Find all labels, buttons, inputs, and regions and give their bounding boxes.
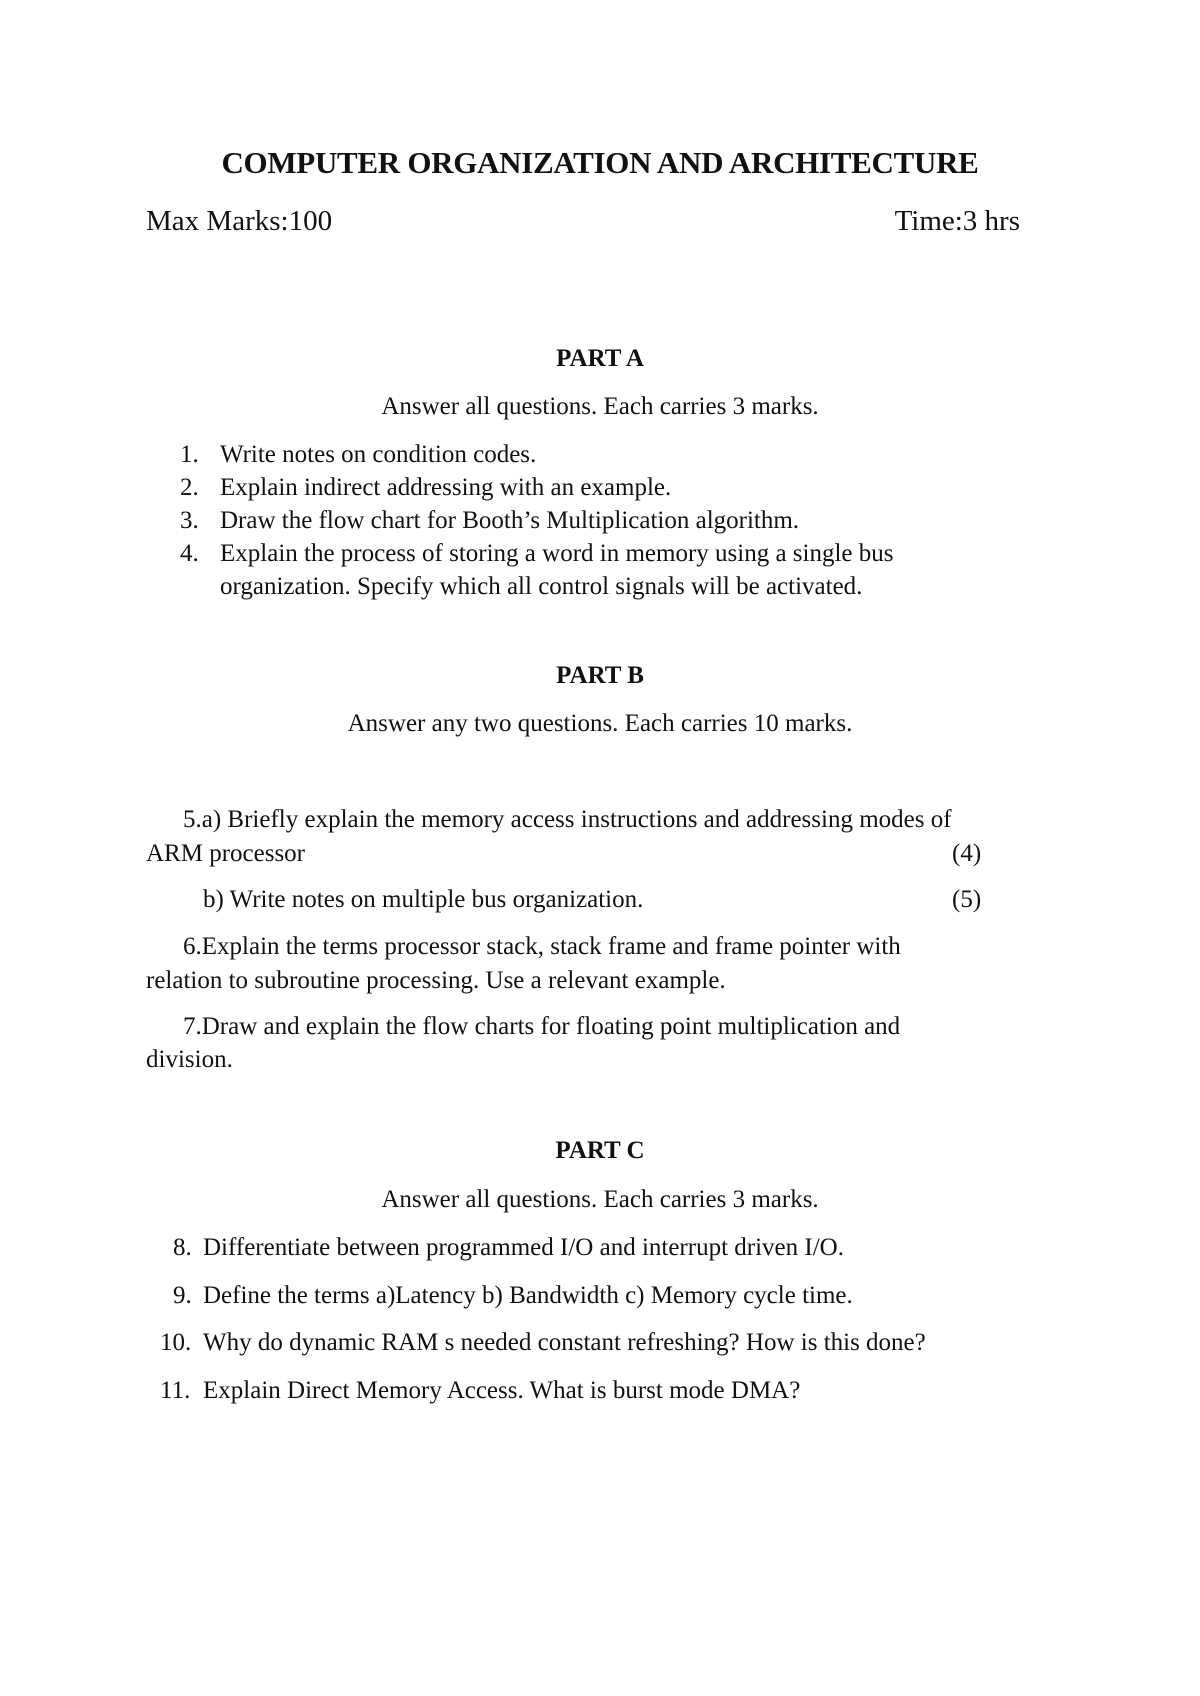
- question-2-text: Explain indirect addressing with an example.: [220, 474, 672, 501]
- question-number: 3.: [180, 507, 199, 534]
- part-a-instruction: Answer all questions. Each carries 3 marks.: [381, 393, 819, 420]
- question-4-text-line-2: organization. Specify which all control signals will be activated.: [220, 573, 863, 600]
- question-8-text: Differentiate between programmed I/O and interrupt driven I/O.: [203, 1234, 844, 1261]
- question-7-text-line-1: 7.Draw and explain the flow charts for floating point multiplication and: [183, 1013, 901, 1040]
- question-number: 11.: [160, 1377, 191, 1404]
- question-number: 9.: [173, 1282, 192, 1309]
- question-5b-text: b) Write notes on multiple bus organization.: [203, 886, 644, 913]
- question-5a-marks: (4): [952, 840, 982, 867]
- question-number: 2.: [180, 474, 199, 501]
- question-3-text: Draw the flow chart for Booth’s Multiplication algorithm.: [220, 507, 800, 534]
- part-c-instruction: Answer all questions. Each carries 3 marks.: [381, 1186, 819, 1213]
- question-6-text-line-2: relation to subroutine processing. Use a relevant example.: [146, 967, 726, 994]
- question-10-text: Why do dynamic RAM s needed constant refreshing? How is this done?: [203, 1329, 926, 1356]
- question-5a-text-line-1: 5.a) Briefly explain the memory access instructions and addressing modes of: [183, 806, 952, 833]
- question-5a-text-line-2: ARM processor: [146, 840, 306, 867]
- part-a-heading: PART A: [556, 345, 644, 372]
- question-1-text: Write notes on condition codes.: [220, 441, 537, 468]
- max-marks: Max Marks:100: [146, 205, 333, 237]
- question-number: 10.: [160, 1329, 192, 1356]
- question-7-text-line-2: division.: [146, 1046, 233, 1073]
- exam-title: COMPUTER ORGANIZATION AND ARCHITECTURE: [221, 145, 979, 180]
- question-number: 1.: [180, 441, 199, 468]
- exam-time: Time:3 hrs: [894, 205, 1020, 237]
- question-9-text: Define the terms a)Latency b) Bandwidth c) Memory cycle time.: [203, 1282, 853, 1309]
- question-number: 4.: [180, 540, 199, 567]
- part-b-heading: PART B: [556, 662, 644, 689]
- question-4-text-line-1: Explain the process of storing a word in memory using a single bus: [220, 540, 894, 567]
- question-5b-marks: (5): [952, 886, 982, 913]
- part-b-instruction: Answer any two questions. Each carries 10 marks.: [347, 710, 853, 737]
- question-6-text-line-1: 6.Explain the terms processor stack, stack frame and frame pointer with: [183, 933, 901, 960]
- question-number: 8.: [173, 1234, 192, 1261]
- part-c-heading: PART C: [555, 1137, 645, 1164]
- question-11-text: Explain Direct Memory Access. What is burst mode DMA?: [203, 1377, 801, 1404]
